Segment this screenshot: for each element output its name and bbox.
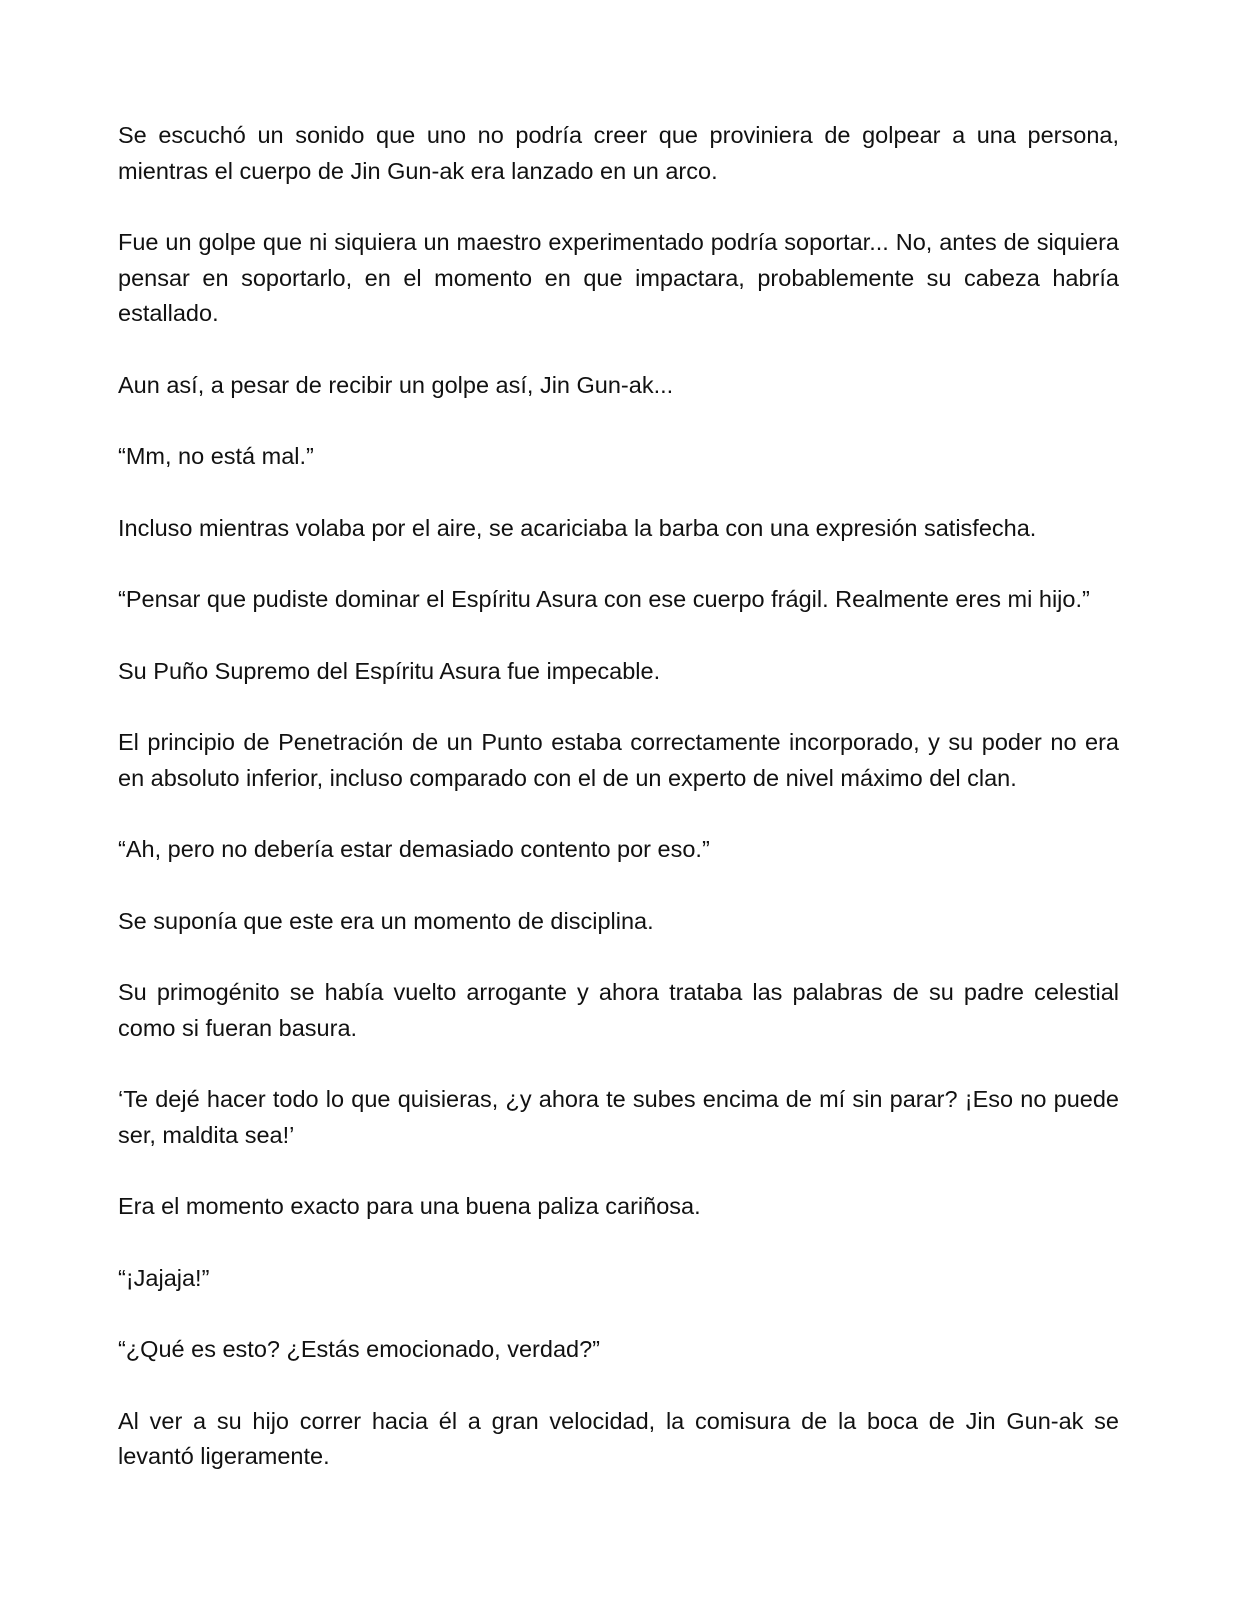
- dialogue-line: “¡Jajaja!”: [118, 1264, 210, 1291]
- dialogue-line: “Mm, no está mal.”: [118, 443, 314, 469]
- paragraph: Se escuchó un sonido que uno no podría creer que proviniera de golpear a una persona, mientras el cuerpo de Jin Gun-ak era lanzado en un arco.: [118, 122, 1119, 184]
- paragraph: Era el momento exacto para una buena paliza cariñosa.: [118, 1193, 701, 1219]
- paragraph: Su Puño Supremo del Espíritu Asura fue impecable.: [118, 657, 661, 684]
- paragraph: Fue un golpe que ni siquiera un maestro experimentado podría soportar... No, antes de siquiera pensar en soportarlo, en el momento en que impactara, probablemente su cabeza habría estallado.: [118, 229, 1119, 326]
- dialogue-line: “¿Qué es esto? ¿Estás emocionado, verdad?”: [118, 1336, 600, 1362]
- paragraph: Al ver a su hijo correr hacia él a gran velocidad, la comisura de la boca de Jin Gun-ak se levantó ligeramente.: [118, 1407, 1119, 1469]
- thought-line: ‘Te dejé hacer todo lo que quisieras, ¿y ahora te subes encima de mí sin parar? ¡Eso no puede ser, maldita sea!’: [118, 1086, 1119, 1148]
- paragraph: Incluso mientras volaba por el aire, se acariciaba la barba con una expresión satisfecha.: [118, 514, 1037, 541]
- dialogue-line: “Pensar que pudiste dominar el Espíritu Asura con ese cuerpo frágil. Realmente eres mi hijo.”: [118, 586, 1090, 612]
- dialogue-line: “Ah, pero no debería estar demasiado contento por eso.”: [118, 836, 710, 862]
- document-page: [118, 118, 1119, 1475]
- paragraph: Su primogénito se había vuelto arrogante y ahora trataba las palabras de su padre celestial como si fueran basura.: [118, 979, 1119, 1041]
- paragraph: El principio de Penetración de un Punto estaba correctamente incorporado, y su poder no era en absoluto inferior, incluso comparado con el de un experto de nivel máximo del clan.: [118, 729, 1119, 791]
- paragraph: Aun así, a pesar de recibir un golpe así, Jin Gun-ak...: [118, 371, 674, 398]
- paragraph: Se suponía que este era un momento de disciplina.: [118, 907, 654, 934]
